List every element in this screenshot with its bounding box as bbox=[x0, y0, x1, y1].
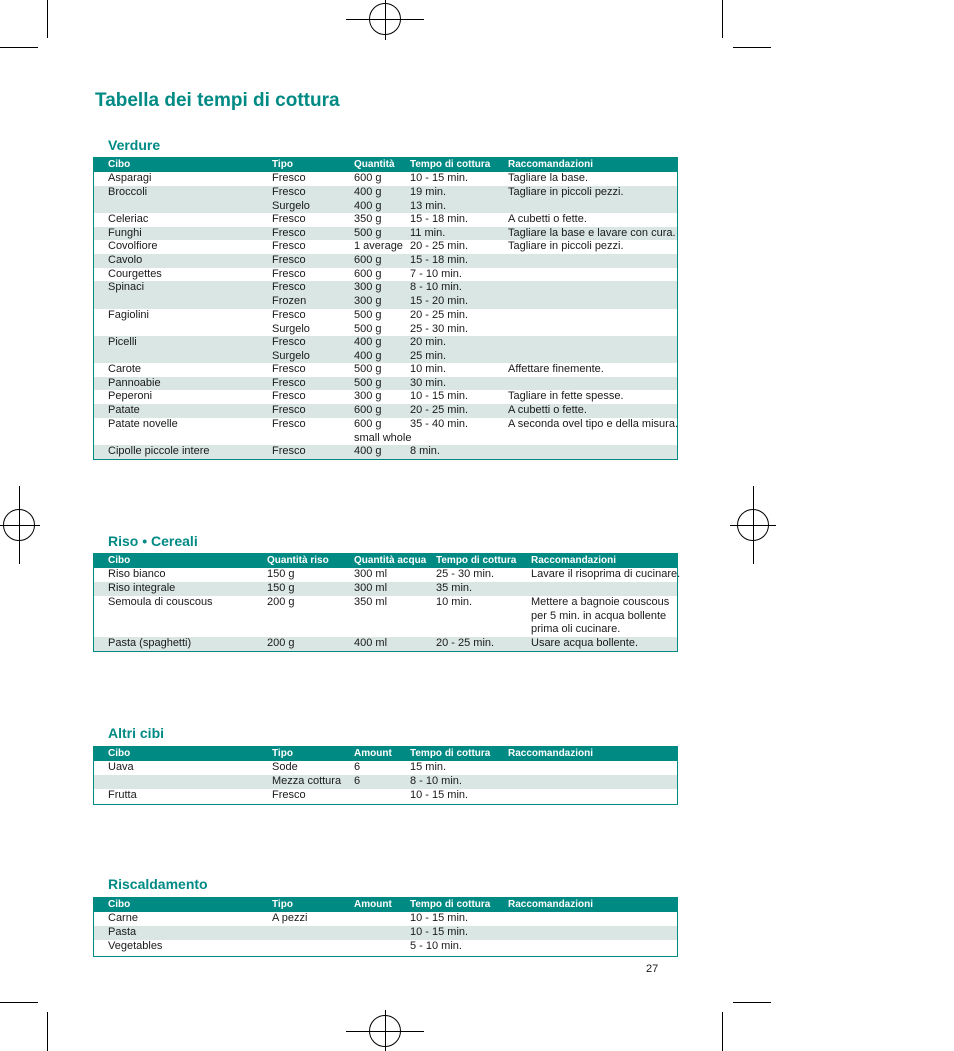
cell-tipo: Fresco bbox=[272, 240, 306, 252]
cell-cibo: Vegetables bbox=[108, 940, 163, 952]
table-row bbox=[94, 596, 677, 637]
cell-quantita-acqua: 300 ml bbox=[354, 582, 388, 594]
table-altri-cibi bbox=[93, 746, 678, 805]
cell-tipo: Fresco bbox=[272, 404, 306, 416]
table-row bbox=[94, 912, 677, 926]
cell-raccomandazioni: A cubetti o fette. bbox=[508, 213, 587, 225]
cell-cibo: Celeriac bbox=[108, 213, 149, 225]
cell-tempo: 15 min. bbox=[410, 761, 447, 773]
cell-tempo: 35 min. bbox=[436, 582, 473, 594]
cell-raccomandazioni: Tagliare la base. bbox=[508, 172, 589, 184]
cell-raccomandazioni: Tagliare in piccoli pezzi. bbox=[508, 186, 624, 198]
col-header-tempo: Tempo di cottura bbox=[410, 748, 491, 759]
cell-amount: 6 bbox=[354, 775, 361, 787]
col-header-cibo: Cibo bbox=[108, 555, 131, 566]
cell-cibo: Spinaci bbox=[108, 281, 145, 293]
cell-quantita-acqua: 300 ml bbox=[354, 568, 388, 580]
col-header-quantita-acqua: Quantità acqua bbox=[354, 555, 427, 566]
cell-tempo: 8 min. bbox=[410, 445, 440, 457]
table-row bbox=[94, 390, 677, 404]
col-header-tipo: Tipo bbox=[272, 899, 293, 910]
cell-raccomandazioni: Lavare il risoprima di cucinare. bbox=[531, 568, 681, 580]
cell-tempo: 10 - 15 min. bbox=[410, 390, 469, 402]
table-row bbox=[94, 404, 677, 418]
table-header bbox=[94, 158, 677, 172]
cell-tempo: 5 - 10 min. bbox=[410, 940, 462, 952]
cell-cibo: Riso integrale bbox=[108, 582, 176, 594]
crop-mark bbox=[733, 47, 771, 48]
table-row bbox=[94, 281, 677, 309]
table-header bbox=[94, 747, 677, 761]
cell-cibo: Pasta (spaghetti) bbox=[108, 637, 192, 649]
cell-tempo: 10 - 15 min. bbox=[410, 912, 469, 924]
cell-quantita: 500 g bbox=[354, 377, 382, 389]
cell-tempo: 15 - 18 min. bbox=[410, 213, 469, 225]
cell-quantita-riso: 200 g bbox=[267, 637, 295, 649]
cell-cibo: Carne bbox=[108, 912, 138, 924]
table-header bbox=[94, 898, 677, 912]
cell-cibo: Asparagi bbox=[108, 172, 152, 184]
cell-tipo: Fresco bbox=[272, 445, 306, 457]
col-header-raccomandazioni: Raccomandazioni bbox=[531, 555, 617, 566]
table-row bbox=[94, 761, 677, 775]
table-row bbox=[94, 172, 677, 186]
cell-cibo: Uava bbox=[108, 761, 134, 773]
cell-tempo: 10 min. bbox=[436, 596, 473, 608]
cell-cibo: Patate novelle bbox=[108, 418, 178, 430]
cell-quantita: 500 g bbox=[354, 363, 382, 375]
cell-tempo: 15 - 18 min. bbox=[410, 254, 469, 266]
cell-cibo: Picelli bbox=[108, 336, 137, 348]
table-row bbox=[94, 418, 677, 445]
cell-cibo: Courgettes bbox=[108, 268, 162, 280]
cell-tempo: 8 - 10 min. 15 - 20 min. bbox=[410, 281, 469, 307]
cell-quantita: 300 g 300 g bbox=[354, 281, 382, 307]
col-header-raccomandazioni: Raccomandazioni bbox=[508, 899, 594, 910]
col-header-quantita-riso: Quantità riso bbox=[267, 555, 329, 566]
section-heading-verdure: Verdure bbox=[108, 137, 161, 153]
cell-cibo: Broccoli bbox=[108, 186, 148, 198]
cell-quantita: 600 g bbox=[354, 268, 382, 280]
cell-tipo: Fresco bbox=[272, 254, 306, 266]
cell-cibo: Covolfiore bbox=[108, 240, 158, 252]
cell-cibo: Carote bbox=[108, 363, 142, 375]
table-row bbox=[94, 940, 677, 956]
cell-tipo: Fresco bbox=[272, 418, 306, 430]
cell-cibo: Cipolle piccole intere bbox=[108, 445, 210, 457]
cell-quantita: 500 g bbox=[354, 227, 382, 239]
cell-tipo: Mezza cottura bbox=[272, 775, 342, 787]
cell-quantita: 350 g bbox=[354, 213, 382, 225]
table-row bbox=[94, 240, 677, 254]
cell-quantita-riso: 200 g bbox=[267, 596, 295, 608]
cell-tipo: Fresco bbox=[272, 789, 306, 801]
col-header-raccomandazioni: Raccomandazioni bbox=[508, 159, 594, 170]
crop-mark bbox=[722, 1012, 723, 1051]
crop-mark bbox=[0, 1002, 38, 1003]
table-row bbox=[94, 336, 677, 363]
cell-tempo: 35 - 40 min. bbox=[410, 418, 469, 430]
table-row bbox=[94, 582, 677, 596]
col-header-tempo: Tempo di cottura bbox=[410, 159, 491, 170]
cell-quantita: 400 g 400 g bbox=[354, 186, 382, 212]
cell-cibo: Pannoabie bbox=[108, 377, 161, 389]
cell-cibo: Riso bianco bbox=[108, 568, 166, 580]
col-header-quantita: Quantità bbox=[354, 159, 395, 170]
cell-quantita-acqua: 350 ml bbox=[354, 596, 388, 608]
col-header-amount: Amount bbox=[354, 748, 392, 759]
cell-tipo: Fresco bbox=[272, 172, 306, 184]
col-header-raccomandazioni: Raccomandazioni bbox=[508, 748, 594, 759]
col-header-cibo: Cibo bbox=[108, 899, 131, 910]
cell-quantita-acqua: 400 ml bbox=[354, 637, 388, 649]
cell-cibo: Frutta bbox=[108, 789, 137, 801]
cell-tempo: 20 - 25 min. bbox=[436, 637, 495, 649]
crop-mark bbox=[47, 0, 48, 38]
cell-tipo: Fresco Surgelo bbox=[272, 309, 310, 335]
cell-tipo: Sode bbox=[272, 761, 298, 773]
cell-cibo: Peperoni bbox=[108, 390, 153, 402]
table-riso bbox=[93, 553, 681, 652]
cell-cibo: Cavolo bbox=[108, 254, 143, 266]
table-row bbox=[94, 186, 677, 213]
cell-raccomandazioni: Tagliare in piccoli pezzi. bbox=[508, 240, 624, 252]
cell-tipo: Fresco bbox=[272, 213, 306, 225]
col-header-tipo: Tipo bbox=[272, 748, 293, 759]
table-header bbox=[94, 554, 677, 568]
cell-quantita: 600 g small whole bbox=[354, 418, 412, 444]
crop-mark bbox=[47, 1012, 48, 1051]
cell-tipo: Fresco Surgelo bbox=[272, 186, 310, 212]
cell-cibo: Patate bbox=[108, 404, 140, 416]
cell-tempo: 20 - 25 min. 25 - 30 min. bbox=[410, 309, 469, 335]
cell-raccomandazioni: Tagliare in fette spesse. bbox=[508, 390, 624, 402]
cell-tempo: 10 - 15 min. bbox=[410, 172, 469, 184]
table-row bbox=[94, 254, 677, 268]
crop-mark bbox=[0, 47, 38, 48]
col-header-tempo: Tempo di cottura bbox=[410, 899, 491, 910]
section-heading-altri-cibi: Altri cibi bbox=[108, 725, 165, 741]
col-header-cibo: Cibo bbox=[108, 159, 131, 170]
cell-quantita: 600 g bbox=[354, 404, 382, 416]
table-row bbox=[94, 637, 677, 651]
cell-tipo: Fresco bbox=[272, 390, 306, 402]
table-row bbox=[94, 789, 677, 804]
cell-tempo: 20 min. 25 min. bbox=[410, 336, 447, 362]
table-row bbox=[94, 213, 677, 227]
table-row bbox=[94, 926, 677, 940]
cell-tempo: 10 - 15 min. bbox=[410, 789, 469, 801]
col-header-tipo: Tipo bbox=[272, 159, 293, 170]
cell-raccomandazioni: Affettare finemente. bbox=[508, 363, 604, 375]
cell-quantita-riso: 150 g bbox=[267, 582, 295, 594]
cell-tempo: 7 - 10 min. bbox=[410, 268, 462, 280]
table-row bbox=[94, 309, 677, 336]
cell-raccomandazioni: Tagliare la base e lavare con cura. bbox=[508, 227, 676, 239]
table-riscaldamento bbox=[93, 897, 678, 957]
cell-tempo: 30 min. bbox=[410, 377, 447, 389]
cell-quantita: 600 g bbox=[354, 254, 382, 266]
cell-quantita: 500 g 500 g bbox=[354, 309, 382, 335]
page-title: Tabella dei tempi di cottura bbox=[95, 90, 340, 111]
cell-quantita-riso: 150 g bbox=[267, 568, 295, 580]
cell-tempo: 10 min. bbox=[410, 363, 447, 375]
section-heading-riso: Riso • Cereali bbox=[108, 533, 198, 549]
cell-quantita: 300 g bbox=[354, 390, 382, 402]
table-row bbox=[94, 568, 681, 582]
cell-quantita: 400 g 400 g bbox=[354, 336, 382, 362]
cell-raccomandazioni: Mettere a bagnoie couscous per 5 min. in acqua bollente prima oli cucinare. bbox=[531, 596, 670, 636]
table-row bbox=[94, 363, 677, 377]
cell-tempo: 10 - 15 min. bbox=[410, 926, 469, 938]
table-row bbox=[94, 227, 677, 240]
cell-tempo: 11 min. bbox=[410, 227, 446, 239]
cell-tempo: 19 min. 13 min. bbox=[410, 186, 447, 212]
cell-raccomandazioni: A seconda ovel tipo e della misura. bbox=[508, 418, 678, 430]
table-row bbox=[94, 445, 677, 459]
table-verdure bbox=[93, 157, 678, 460]
cell-quantita: 400 g bbox=[354, 445, 382, 457]
cell-amount: 6 bbox=[354, 761, 361, 773]
cell-tipo: A pezzi bbox=[272, 912, 308, 924]
cell-tempo: 20 - 25 min. bbox=[410, 404, 469, 416]
page-number: 27 bbox=[646, 963, 659, 975]
cell-tipo: Fresco bbox=[272, 363, 306, 375]
col-header-tempo: Tempo di cottura bbox=[436, 555, 517, 566]
cell-quantita: 600 g bbox=[354, 172, 382, 184]
cell-cibo: Pasta bbox=[108, 926, 137, 938]
cell-tipo: Fresco Surgelo bbox=[272, 336, 310, 362]
cell-tipo: Fresco Frozen bbox=[272, 281, 307, 307]
cell-cibo: Semoula di couscous bbox=[108, 596, 213, 608]
section-heading-riscaldamento: Riscaldamento bbox=[108, 876, 208, 892]
cell-cibo: Fagiolini bbox=[108, 309, 149, 321]
cell-cibo: Funghi bbox=[108, 227, 142, 239]
table-row bbox=[94, 775, 677, 789]
cell-quantita: 1 average bbox=[354, 240, 403, 252]
cell-tempo: 20 - 25 min. bbox=[410, 240, 469, 252]
crop-mark bbox=[733, 1002, 771, 1003]
table-row bbox=[94, 268, 677, 281]
crop-mark bbox=[722, 0, 723, 38]
col-header-amount: Amount bbox=[354, 899, 392, 910]
cell-raccomandazioni: Usare acqua bollente. bbox=[531, 637, 639, 649]
cell-tipo: Fresco bbox=[272, 377, 306, 389]
cell-tipo: Fresco bbox=[272, 268, 306, 280]
cell-raccomandazioni: A cubetti o fette. bbox=[508, 404, 587, 416]
table-row bbox=[94, 377, 677, 390]
col-header-cibo: Cibo bbox=[108, 748, 131, 759]
cell-tempo: 25 - 30 min. bbox=[436, 568, 495, 580]
cell-tempo: 8 - 10 min. bbox=[410, 775, 462, 787]
cell-tipo: Fresco bbox=[272, 227, 306, 239]
